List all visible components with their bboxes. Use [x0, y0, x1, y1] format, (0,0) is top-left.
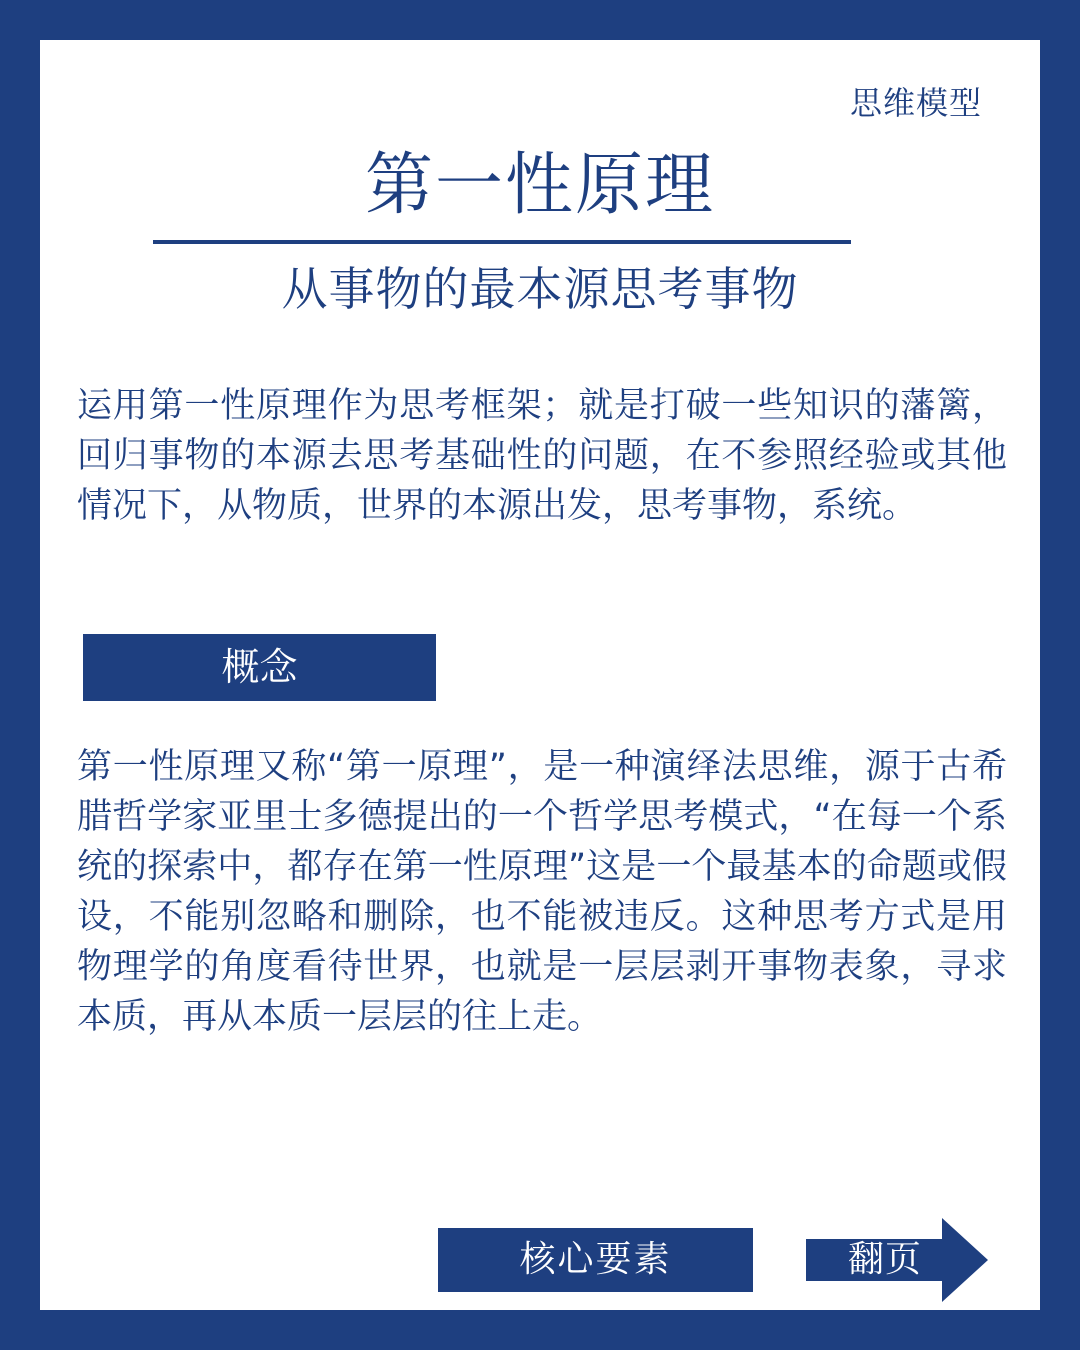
page-title: 第一性原理: [364, 146, 715, 225]
core-elements-button[interactable]: 核心要素: [438, 1228, 753, 1292]
next-page-button[interactable]: [806, 1218, 988, 1302]
title-divider: [153, 240, 851, 244]
concept-section-label: 概念: [83, 634, 436, 701]
intro-paragraph: 运用第一性原理作为思考框架；就是打破一些知识的藩篱，回归事物的本源去思考基础性的问题，在不参照经验或其他情况下，从物质，世界的本源出发，思考事物，系统。: [77, 386, 1007, 526]
concept-paragraph: 第一性原理又称“第一原理”，是一种演绎法思维，源于古希腊哲学家亚里士多德提出的一个哲学思考模式，“在每一个系统的探索中，都存在第一性原理”这是一个最基本的命题或假设，不能别忽略和删除，也不能被违反。这种思考方式是用物理学的角度看待世界，也就是一层层剥开事物表象，寻求本质，再从本质一层层的往上走。: [77, 747, 1007, 1037]
next-page-label: 翻页: [847, 1239, 922, 1280]
page-subtitle: 从事物的最本源思考事物: [281, 262, 799, 316]
category-tag: 思维模型: [849, 84, 982, 122]
content-card: [40, 40, 1040, 1310]
